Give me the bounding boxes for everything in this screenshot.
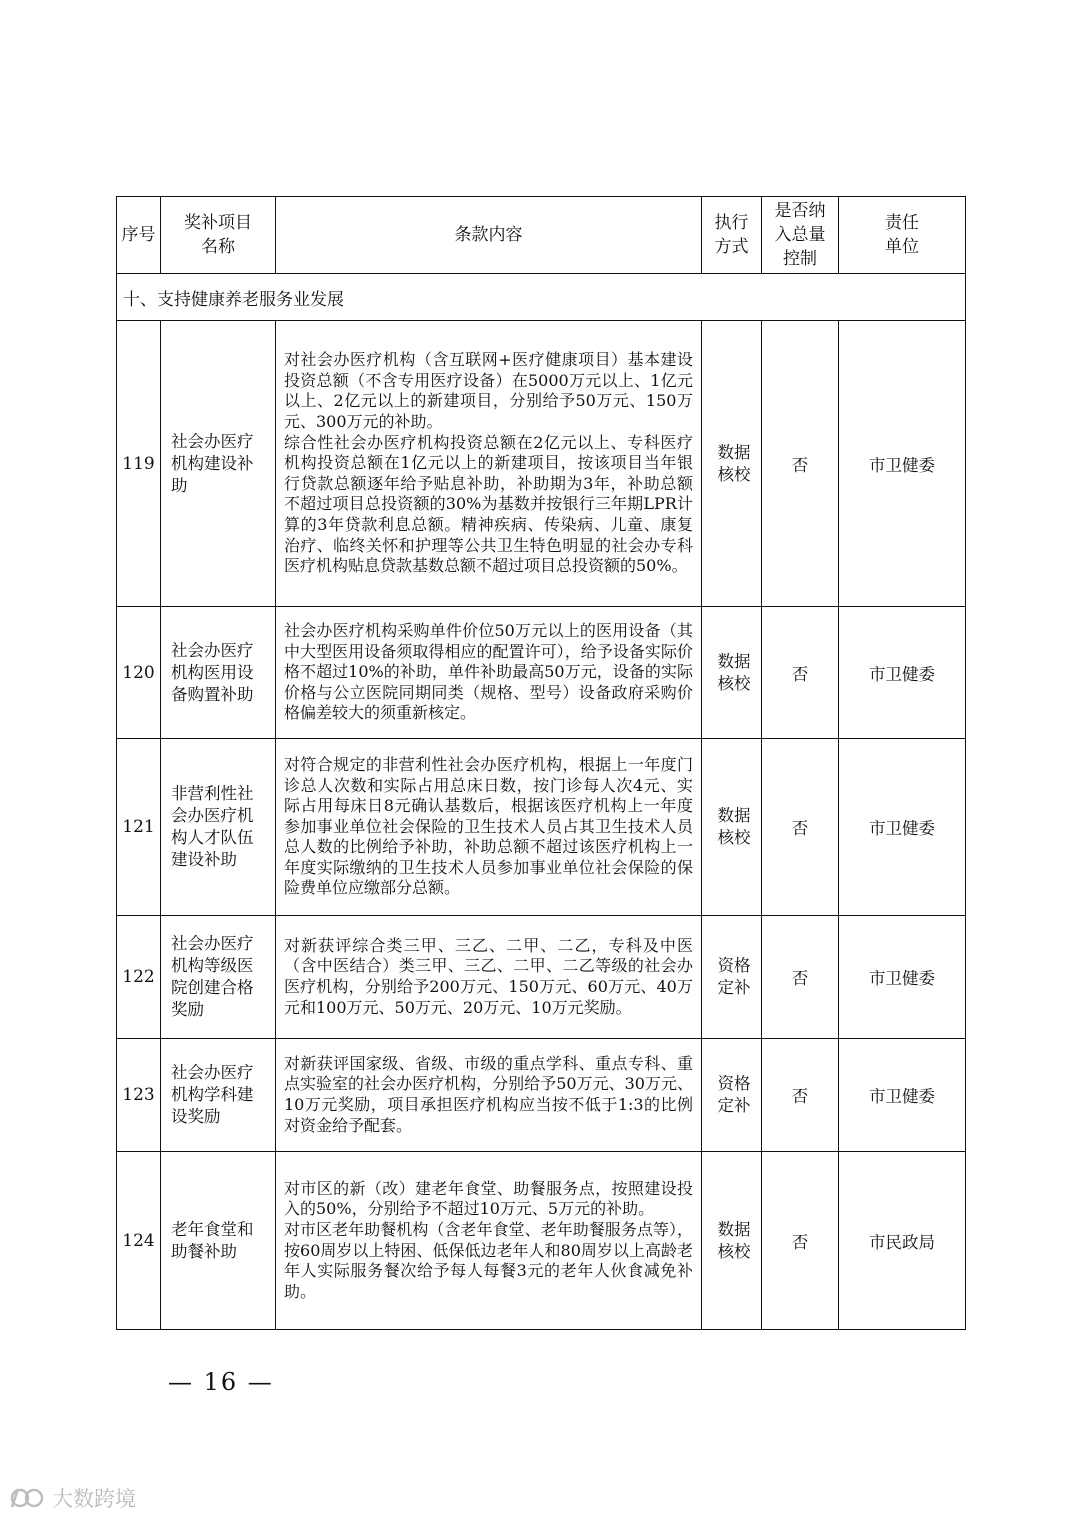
table-header-row xyxy=(117,197,966,274)
responsible-unit: 市卫健委 xyxy=(839,739,966,916)
table-row xyxy=(117,607,966,739)
section-title: 十、支持健康养老服务业发展 xyxy=(117,274,966,321)
total-control: 否 xyxy=(762,739,839,916)
execution-method xyxy=(702,739,762,916)
project-name: 社会办医疗机构学科建设奖励 xyxy=(161,1039,276,1152)
header-method: 执行方式 xyxy=(702,197,762,274)
execution-method xyxy=(702,321,762,607)
execution-method xyxy=(702,1039,762,1152)
table-row xyxy=(117,1152,966,1330)
watermark xyxy=(10,1483,136,1513)
table-row xyxy=(117,739,966,916)
execution-method-text: 资格定补 xyxy=(717,956,751,997)
header-name: 奖补项目名称 xyxy=(161,197,276,274)
row-number: 123 xyxy=(117,1039,161,1152)
policy-table-container xyxy=(116,196,965,1330)
clause-paragraph: 综合性社会办医疗机构投资总额在2亿元以上、专科医疗机构投资总额在1亿元以上的新建项目，按该项目当年银行贷款总额逐年给予贴息补助，补助期为3年，补助总额不超过项目总投资额的30%为基数并按银行三年期LPR计算的3年贷款利息总额。精神疾病、传染病、儿童、康复治疗、临终关怀和护理等公共卫生特色明显的社会办专科医疗机构贴息贷款基数总额不超过项目总投资额的50%。 xyxy=(284,432,693,576)
responsible-unit: 市卫健委 xyxy=(839,916,966,1039)
execution-method-text: 数据核校 xyxy=(717,806,751,847)
header-seq: 序号 xyxy=(117,197,161,274)
project-name: 老年食堂和助餐补助 xyxy=(161,1152,276,1330)
total-control: 否 xyxy=(762,916,839,1039)
clause-content xyxy=(276,739,702,916)
table-row xyxy=(117,916,966,1039)
table-row xyxy=(117,321,966,607)
total-control: 否 xyxy=(762,1039,839,1152)
execution-method-text: 数据核校 xyxy=(717,1219,751,1261)
clause-content xyxy=(276,1039,702,1152)
project-name: 社会办医疗机构建设补助 xyxy=(161,321,276,607)
header-content: 条款内容 xyxy=(276,197,702,274)
watermark-text: 大数跨境 xyxy=(52,1487,136,1511)
header-unit: 责任单位 xyxy=(839,197,966,274)
total-control: 否 xyxy=(762,1152,839,1330)
clause-paragraph: 对符合规定的非营利性社会办医疗机构，根据上一年度门诊总人次数和实际占用总床日数，按门诊每人次4元、实际占用每床日8元确认基数后，根据该医疗机构上一年度参加事业单位社会保险的卫生技术人员占其卫生技术人员总人数的比例给予补助，补助总额不超过该医疗机构上一年度实际缴纳的卫生技术人员参加事业单位社会保险的保险费单位应缴部分总额。 xyxy=(284,754,693,898)
clause-paragraph: 社会办医疗机构采购单件价位50万元以上的医用设备（其中大型医用设备须取得相应的配置许可），给予设备实际价格不超过10%的补助，单件补助最高50万元，设备的实际价格与公立医院同期同类（规格、型号）设备政府采购价格偏差较大的须重新核定。 xyxy=(284,621,693,723)
row-number: 121 xyxy=(117,739,161,916)
total-control: 否 xyxy=(762,607,839,739)
project-name: 社会办医疗机构等级医院创建合格奖励 xyxy=(161,916,276,1039)
page-number: — 16 — xyxy=(168,1368,274,1396)
responsible-unit: 市卫健委 xyxy=(839,321,966,607)
execution-method-text: 数据核校 xyxy=(717,442,751,484)
clause-content xyxy=(276,607,702,739)
project-name: 社会办医疗机构医用设备购置补助 xyxy=(161,607,276,739)
execution-method-text: 数据核校 xyxy=(717,651,751,693)
table-row xyxy=(117,1039,966,1152)
clause-content xyxy=(276,1152,702,1330)
clause-paragraph: 对社会办医疗机构（含互联网+医疗健康项目）基本建设投资总额（不含专用医疗设备）在5000万元以上、1亿元以上、2亿元以上的新建项目，分别给予50万元、150万元、300万元的补助。 xyxy=(284,350,693,432)
clause-paragraph: 对市区老年助餐机构（含老年食堂、老年助餐服务点等），按60周岁以上特困、低保低边老年人和80周岁以上高龄老年人实际服务餐次给予每人每餐3元的老年人伙食减免补助。 xyxy=(284,1219,693,1301)
row-number: 119 xyxy=(117,321,161,607)
section-row xyxy=(117,274,966,321)
row-number: 120 xyxy=(117,607,161,739)
project-name: 非营利性社会办医疗机构人才队伍建设补助 xyxy=(161,739,276,916)
clause-paragraph: 对市区的新（改）建老年食堂、助餐服务点，按照建设投入的50%，分别给予不超过10万元、5万元的补助。 xyxy=(284,1178,693,1219)
row-number: 122 xyxy=(117,916,161,1039)
execution-method xyxy=(702,916,762,1039)
execution-method-text: 资格定补 xyxy=(717,1074,751,1115)
watermark-logo-icon xyxy=(10,1485,48,1511)
clause-content xyxy=(276,321,702,607)
clause-content xyxy=(276,916,702,1039)
policy-table xyxy=(116,196,966,1330)
total-control: 否 xyxy=(762,321,839,607)
header-control: 是否纳入总量控制 xyxy=(762,197,839,274)
clause-paragraph: 对新获评综合类三甲、三乙、二甲、二乙，专科及中医（含中医结合）类三甲、三乙、二甲、二乙等级的社会办医疗机构，分别给予200万元、150万元、60万元、40万元和100万元、50万元、20万元、10万元奖励。 xyxy=(284,935,693,1017)
execution-method xyxy=(702,1152,762,1330)
responsible-unit: 市卫健委 xyxy=(839,607,966,739)
responsible-unit: 市卫健委 xyxy=(839,1039,966,1152)
clause-paragraph: 对新获评国家级、省级、市级的重点学科、重点专科、重点实验室的社会办医疗机构，分别给予50万元、30万元、10万元奖励，项目承担医疗机构应当按不低于1:3的比例对资金给予配套。 xyxy=(284,1053,693,1135)
row-number: 124 xyxy=(117,1152,161,1330)
execution-method xyxy=(702,607,762,739)
responsible-unit: 市民政局 xyxy=(839,1152,966,1330)
